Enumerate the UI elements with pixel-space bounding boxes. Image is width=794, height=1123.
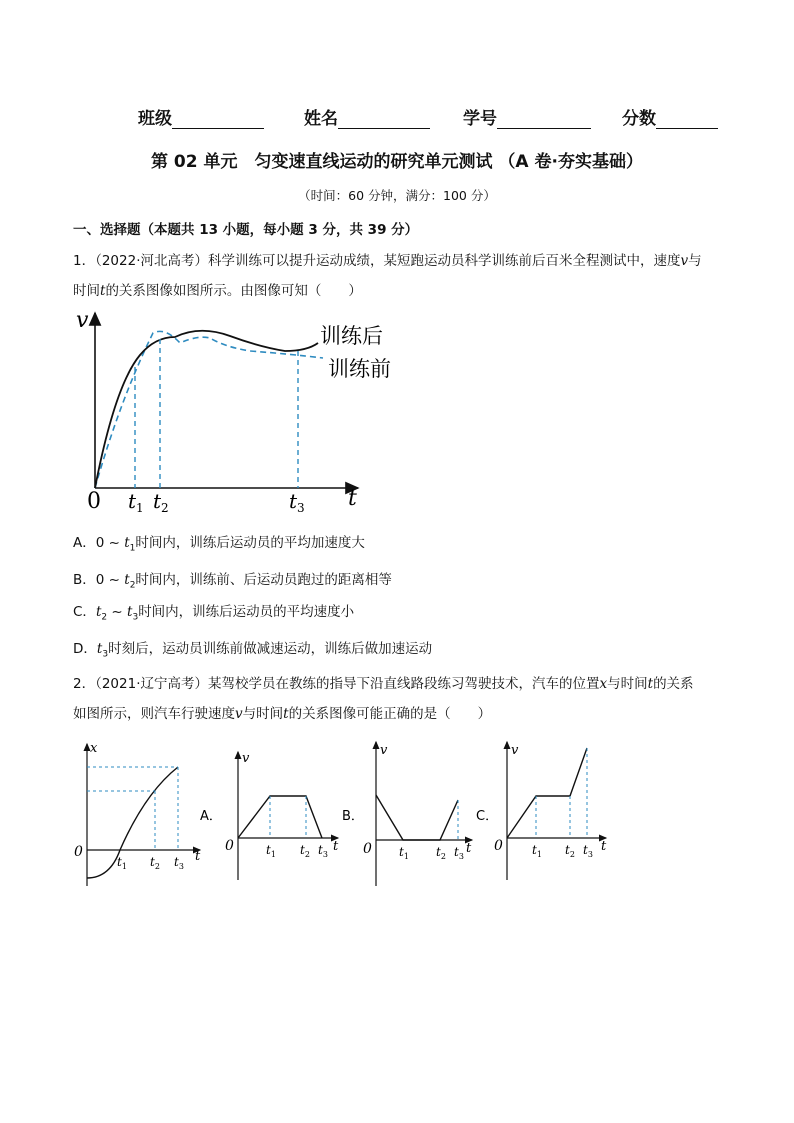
- student-id-field[interactable]: [463, 104, 591, 129]
- q2-b-tick-t3: $t_3$: [454, 845, 464, 861]
- q2-var-t2: t: [283, 706, 289, 722]
- q2-number: 2．: [73, 676, 96, 692]
- q1-origin: 0: [87, 489, 101, 514]
- option-prefix: 0 ~: [95, 572, 125, 588]
- q1-tick-t3: $t_3$: [289, 489, 305, 515]
- q1-tick-t1: $t_1$: [128, 489, 144, 515]
- q2-c-tick-t2: $t_2$: [565, 843, 575, 859]
- q1-legend-after: 训练后: [320, 324, 383, 348]
- name-label: 姓名: [304, 109, 338, 129]
- score-field[interactable]: [622, 104, 718, 129]
- q2-xt-tick-t2: $t_2$: [150, 855, 160, 871]
- option-label: B．: [73, 572, 96, 588]
- q2-graphs: [70, 738, 630, 888]
- q2-xt-graph: [74, 741, 201, 886]
- q1-option-d[interactable]: [73, 637, 432, 660]
- q1-before-curve: [95, 331, 323, 488]
- q2-option-a-label: A．: [200, 809, 222, 824]
- q2-b-curve: [376, 795, 458, 840]
- q2-source: （2021·辽宁高考）: [95, 676, 208, 692]
- q1-tick-t2: $t_2$: [153, 489, 169, 515]
- option-sub: 3: [102, 649, 109, 660]
- q2-xt-tick-t1: $t_1$: [117, 855, 127, 871]
- q2-xt-curve: [87, 767, 178, 878]
- class-blank[interactable]: [172, 111, 264, 129]
- q2-option-a-graph[interactable]: [200, 751, 339, 880]
- q1-vt-graph: [70, 305, 415, 520]
- q2-var-v: v: [235, 706, 243, 722]
- option-label: D．: [73, 641, 97, 657]
- q1-legend-before: 训练前: [328, 357, 391, 381]
- score-blank[interactable]: [656, 111, 718, 129]
- option-sub2: 3: [132, 612, 139, 623]
- option-sub: 2: [129, 580, 136, 591]
- option-prefix: 0 ~: [95, 535, 125, 551]
- option-text: 时间内，训练前、后运动员跑过的距离相等: [135, 572, 392, 588]
- q2-b-origin: 0: [363, 841, 372, 857]
- option-text: 时间内，训练后运动员的平均速度小: [138, 604, 355, 620]
- q1-option-a[interactable]: [73, 531, 365, 554]
- q2-text-e: 与时间: [242, 706, 284, 722]
- option-var: t: [124, 535, 130, 551]
- option-sub: 2: [101, 612, 108, 623]
- q2-var-t: t: [647, 676, 654, 692]
- q2-b-v-label: v: [380, 743, 388, 758]
- option-var: t: [96, 641, 103, 657]
- q1-option-b[interactable]: [73, 568, 392, 591]
- q2-a-origin: 0: [225, 838, 234, 854]
- option-sub: 1: [129, 543, 136, 554]
- q2-c-origin: 0: [494, 838, 503, 854]
- name-field[interactable]: [304, 104, 430, 129]
- option-text: 时刻后，运动员训练前做减速运动，训练后做加速运动: [108, 641, 433, 657]
- q2-a-tick-t3: $t_3$: [318, 843, 328, 859]
- question-1-text: [73, 246, 723, 306]
- q2-c-v-label: v: [511, 743, 519, 758]
- q2-a-curve: [238, 796, 322, 838]
- q1-text-a: 科学训练可以提升运动成绩，某短跑运动员科学训练前后百米全程测试中，速度: [208, 253, 681, 269]
- q2-a-v-label: v: [242, 751, 250, 766]
- page-subtitle: （时间：60 分钟，满分：100 分）: [298, 188, 496, 203]
- q1-t-axis-label: t: [348, 486, 357, 511]
- option-var2: t: [127, 604, 133, 620]
- q2-c-curve: [507, 748, 587, 838]
- q2-text-a: 某驾校学员在教练的指导下沿直线路段练习驾驶技术，汽车的位置: [208, 676, 600, 692]
- q1-source: （2022·河北高考）: [95, 253, 208, 269]
- q2-xt-t-label: t: [195, 849, 201, 864]
- q2-text-d: 如图所示，则汽车行驶速度: [73, 706, 235, 722]
- option-mid: ~: [107, 604, 128, 620]
- option-label: A．: [73, 535, 96, 551]
- q2-xt-origin: 0: [74, 844, 83, 860]
- option-var: t: [95, 604, 102, 620]
- q1-text-d: 的关系图像如图所示。由图像可知（ ）: [105, 283, 362, 299]
- option-text: 时间内，训练后运动员的平均加速度大: [135, 535, 365, 551]
- q1-option-c[interactable]: [73, 600, 354, 623]
- score-label: 分数: [622, 109, 656, 129]
- q2-option-b-label: B．: [342, 809, 364, 824]
- q2-var-x: x: [599, 676, 608, 692]
- class-field[interactable]: [138, 104, 264, 129]
- student-id-blank[interactable]: [497, 111, 591, 129]
- name-blank[interactable]: [338, 111, 430, 129]
- q1-var-t: t: [100, 283, 106, 299]
- q2-c-t-label: t: [601, 839, 607, 854]
- page-title: 第 02 单元 匀变速直线运动的研究单元测试 （A 卷·夯实基础）: [151, 152, 643, 172]
- q2-a-tick-t1: $t_1$: [266, 843, 276, 859]
- q2-xt-x-label: x: [90, 741, 98, 756]
- question-2-text: [73, 669, 723, 729]
- section-heading: 一、选择题（本题共 13 小题，每小题 3 分，共 39 分）: [73, 222, 419, 238]
- q1-text-b: 与: [688, 253, 702, 269]
- q1-v-axis-label: v: [76, 308, 89, 333]
- option-var: t: [124, 572, 130, 588]
- class-label: 班级: [138, 109, 172, 129]
- q1-var-v: v: [680, 253, 689, 269]
- q2-c-tick-t1: $t_1$: [532, 843, 542, 859]
- q2-c-tick-t3: $t_3$: [583, 843, 593, 859]
- student-id-label: 学号: [463, 109, 497, 129]
- q2-a-tick-t2: $t_2$: [300, 843, 310, 859]
- option-label: C．: [73, 604, 96, 620]
- q2-xt-tick-t3: $t_3$: [174, 855, 184, 871]
- q2-text-b: 与时间: [607, 676, 648, 692]
- q2-option-b-graph[interactable]: [342, 742, 472, 886]
- q2-b-t-label: t: [466, 841, 472, 856]
- q1-number: 1．: [73, 253, 96, 269]
- q2-option-c-graph[interactable]: [476, 742, 607, 880]
- q2-option-c-label: C．: [476, 809, 499, 824]
- q2-text-f: 的关系图像可能正确的是（ ）: [288, 706, 492, 722]
- q2-text-c: 的关系: [653, 676, 694, 692]
- q2-a-t-label: t: [333, 839, 339, 854]
- q2-b-tick-t1: $t_1$: [399, 845, 409, 861]
- q1-text-c: 时间: [73, 283, 100, 299]
- q2-b-tick-t2: $t_2$: [436, 845, 446, 861]
